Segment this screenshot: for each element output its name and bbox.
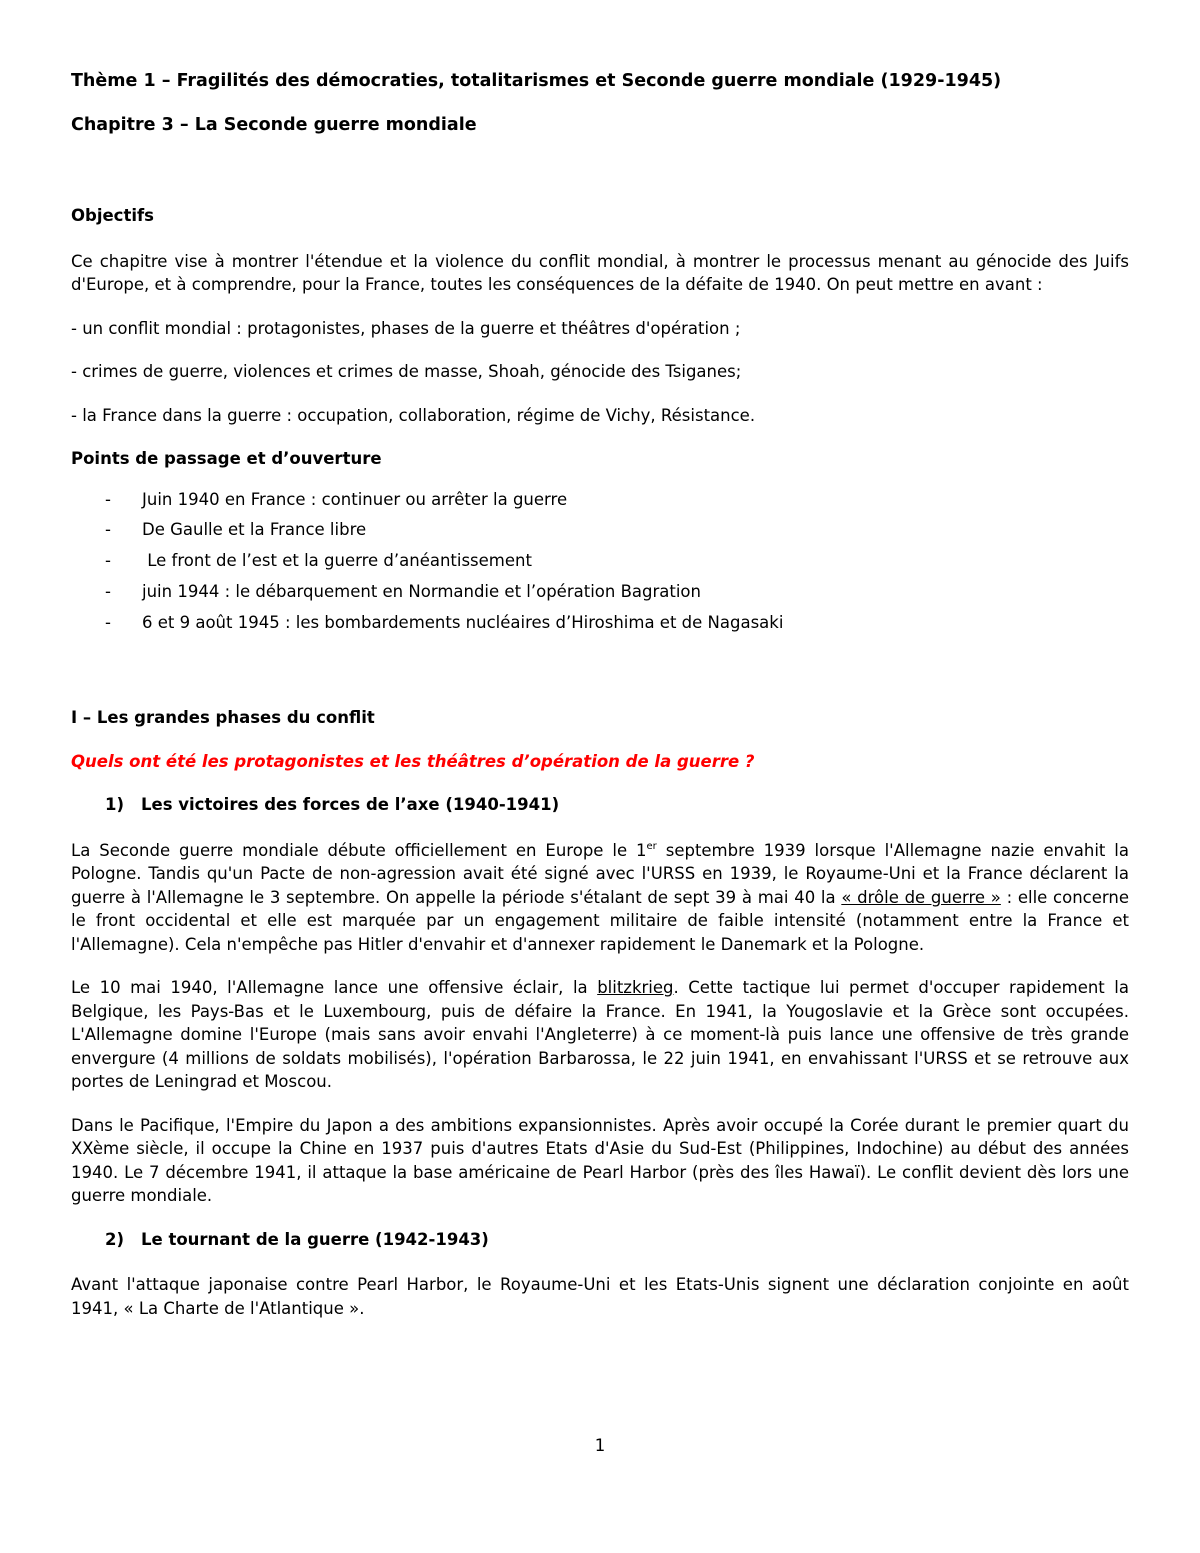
- list-item: [71, 549, 1129, 573]
- list-item-text: juin 1944 : le débarquement en Normandie et l’opération Bagration: [142, 581, 701, 601]
- paragraph: Avant l'attaque japonaise contre Pearl Harbor, le Royaume-Uni et les Etats-Unis signent une déclaration conjointe en août 1941, « La Charte de l'Atlantique ».: [71, 1275, 1129, 1318]
- list-item-text: 6 et 9 août 1945 : les bombardements nucléaires d’Hiroshima et de Nagasaki: [142, 612, 784, 632]
- text-run: Le 10 mai 1940, l'Allemagne lance une offensive éclair, la: [71, 978, 598, 998]
- text-run: septembre 1939 lorsque l'Allemagne nazie envahit la Pologne. Tandis qu'un Pacte de non-agression avait été signé avec l'URSS en 1939, le Royaume-Uni et la France déclarent la guerre à l'Allemagne le 3 septembre. On appelle la période s'étalant de sept 39 à mai 40 la: [71, 840, 1129, 907]
- paragraph: [71, 839, 1129, 957]
- page-number: 1: [594, 1436, 606, 1455]
- list-item-text: De Gaulle et la France libre: [142, 520, 367, 540]
- text-run: La Seconde guerre mondiale débute officiellement en Europe le 1: [71, 840, 647, 860]
- objectives-intro: Ce chapitre vise à montrer l'étendue et la violence du conflit mondial, à montrer le processus menant au génocide des Juifs d'Europe, et à comprendre, pour la France, toutes les conséquences de la défaite de 1940. On peut mettre en avant :: [71, 251, 1129, 294]
- subsection-title-text: Les victoires des forces de l’axe (1940-1941): [141, 795, 560, 815]
- document-body: [71, 68, 1129, 1320]
- text-run: . Cette tactique lui permet d'occuper rapidement la Belgique, les Pays-Bas et le Luxembourg, puis de défaire la France. En 1941, la Yougoslavie et la Grèce sont occupées. L'Allemagne domine l'Europe (mais sans avoir envahi l'Angleterre) à ce moment-là puis lance une offensive de très grande envergure (4 millions de soldats mobilisés), l'opération Barbarossa, le 22 juin 1941, en envahissant l'URSS et se retrouve aux portes de Leningrad et Moscou.: [71, 978, 1129, 1092]
- subsection-title: [71, 793, 1129, 817]
- list-item: [71, 488, 1129, 512]
- section-question: Quels ont été les protagonistes et les théâtres d’opération de la guerre ?: [71, 751, 755, 771]
- subsection-number: 1): [105, 795, 125, 815]
- underlined-term: blitzkrieg: [597, 978, 674, 998]
- text-run: : elle concerne le front occidental et elle est marquée par un engagement militaire de faible intensité (notamment entre la France et l'Allemagne). Cela n'empêche pas Hitler d'envahir et d'annexer rapidement le Danemark et la Pologne.: [71, 887, 1130, 954]
- dash-marker: -: [105, 489, 111, 509]
- dash-marker: -: [105, 551, 111, 571]
- dash-marker: -: [105, 581, 111, 601]
- chapter-title: Chapitre 3 – La Seconde guerre mondiale: [71, 115, 477, 135]
- subsection-number: 2): [105, 1229, 125, 1249]
- objective-item: - un conflit mondial : protagonistes, phases de la guerre et théâtres d'opération ;: [71, 318, 741, 338]
- superscript: er: [646, 840, 657, 852]
- passage-heading: Points de passage et d’ouverture: [71, 449, 382, 468]
- dash-marker: -: [105, 520, 111, 540]
- objective-item: - la France dans la guerre : occupation, collaboration, régime de Vichy, Résistance.: [71, 405, 756, 425]
- subsection-title: [71, 1228, 1129, 1252]
- theme-title: Thème 1 – Fragilités des démocraties, totalitarismes et Seconde guerre mondiale (1929-1945): [71, 71, 1002, 91]
- section-title: I – Les grandes phases du conflit: [71, 708, 375, 728]
- objective-item: - crimes de guerre, violences et crimes de masse, Shoah, génocide des Tsiganes;: [71, 362, 742, 381]
- underlined-term: « drôle de guerre »: [841, 887, 1001, 907]
- list-item: [71, 611, 1129, 635]
- list-item-text: Le front de l’est et la guerre d’anéantissement: [142, 551, 532, 571]
- list-item-text: Juin 1940 en France : continuer ou arrêter la guerre: [142, 489, 568, 509]
- list-item: [71, 518, 1129, 542]
- paragraph: Dans le Pacifique, l'Empire du Japon a des ambitions expansionnistes. Après avoir occupé la Corée durant le premier quart du XXème siècle, il occupe la Chine en 1937 puis d'autres Etats d'Asie du Sud-Est (Philippines, Indochine) au début des années 1940. Le 7 décembre 1941, il attaque la base américaine de Pearl Harbor (près des îles Hawaï). Le conflit devient dès lors une guerre mondiale.: [71, 1115, 1129, 1206]
- list-item: [71, 580, 1129, 604]
- subsection-title-text: Le tournant de la guerre (1942-1943): [141, 1229, 489, 1249]
- passage-list: [71, 488, 1129, 635]
- dash-marker: -: [105, 612, 111, 632]
- objectives-heading: Objectifs: [71, 206, 155, 225]
- paragraph: [71, 976, 1129, 1094]
